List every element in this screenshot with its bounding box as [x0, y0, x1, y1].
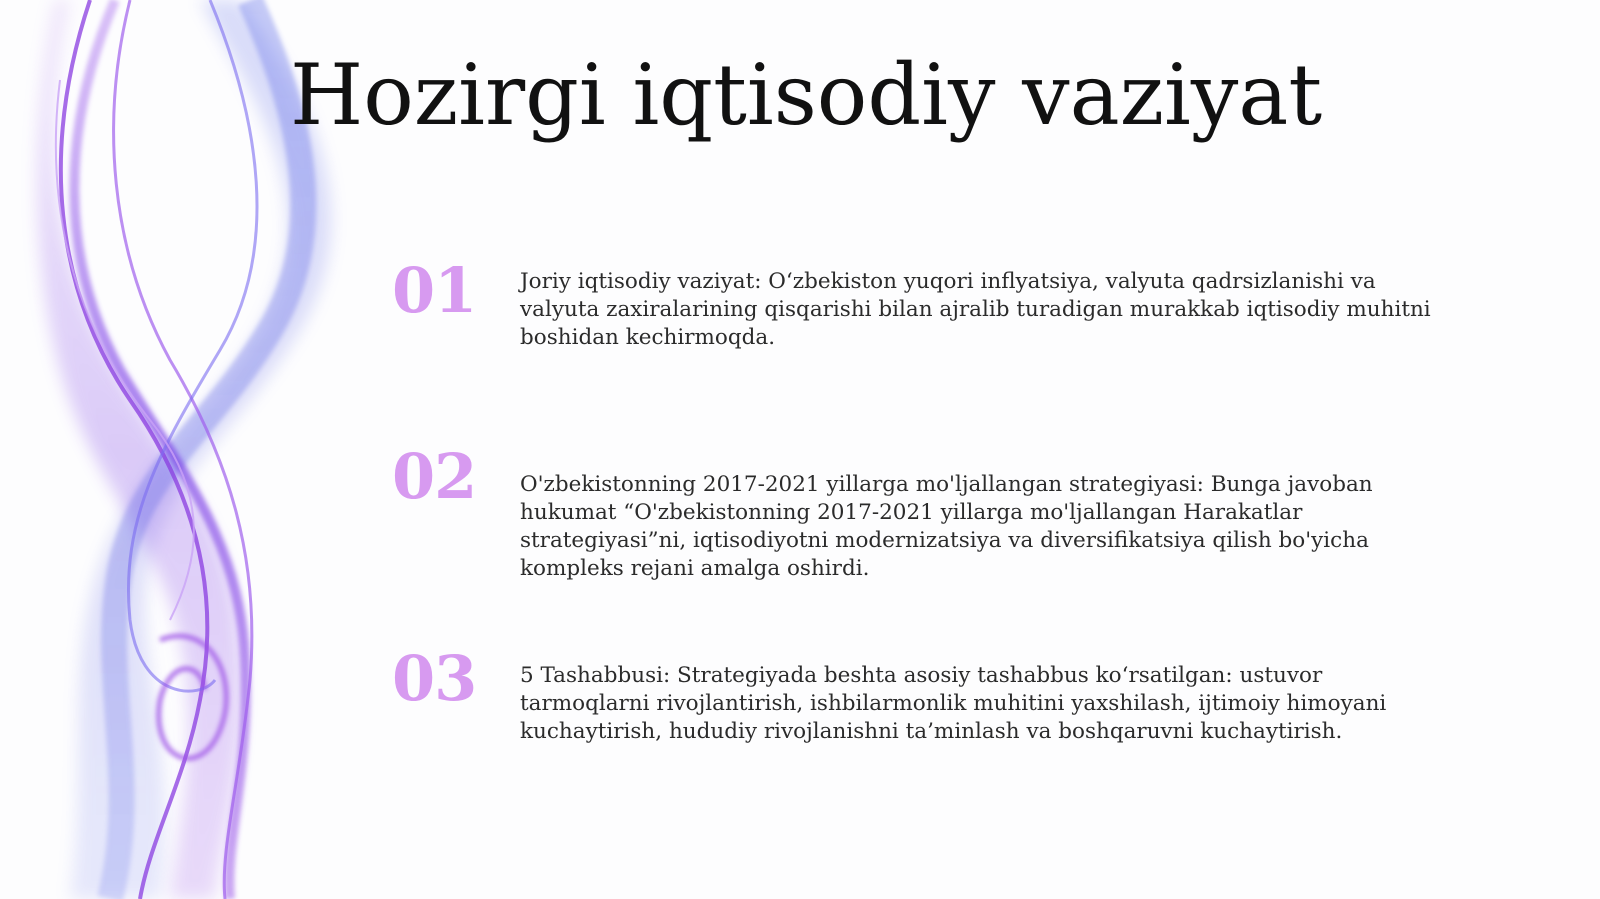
item-number: 02: [392, 440, 477, 513]
item-text: 5 Tashabbusi: Strategiyada beshta asosiy tashabbus ko‘rsatilgan: ustuvor tarmoqlarni rivojlantirish, ishbilarmonlik muhitini yaxshilash, ijtimoiy himoyani kuchaytirish, hududiy rivojlanishni ta’minlash va boshqaruvni kuchaytirish.: [520, 663, 1387, 744]
slide-title: Hozirgi iqtisodiy vaziyat: [290, 46, 1323, 144]
item-number: 01: [392, 254, 477, 327]
item-text: Joriy iqtisodiy vaziyat: O‘zbekiston yuqori inflyatsiya, valyuta qadrsizlanishi va valyuta zaxiralarining qisqarishi bilan ajralib turadigan murakkab iqtisodiy muhitni boshidan kechirmoqda.: [520, 269, 1431, 350]
item-number: 03: [392, 642, 477, 715]
item-text: O'zbekistonning 2017-2021 yillarga mo'ljallangan strategiyasi: Bunga javoban hukumat “O'zbekistonning 2017-2021 yillarga mo'ljallangan Harakatlar strategiyasi”ni, iqtisodiyotni modernizatsiya va diversifikatsiya qilish bo'yicha kompleks rejani amalga oshirdi.: [520, 472, 1373, 581]
